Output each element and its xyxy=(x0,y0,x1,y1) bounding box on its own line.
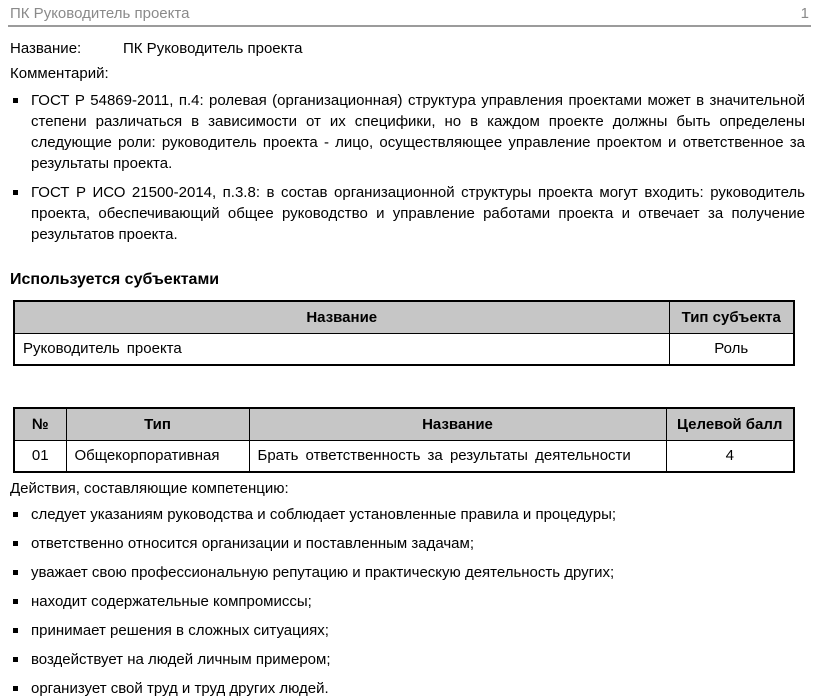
column-header: Целевой балл xyxy=(666,408,794,440)
comment-text: ГОСТ Р 54869-2011, п.4: ролевая (организационная) структура управления проектами может в значительной степени различаться в зависимости от их специфики, но в каждом проекте должны быть определены следующие роли: руководитель проекта - лицо, осуществляющее управление проектом и ответственное за результаты проекта. xyxy=(31,92,805,172)
column-header: Название xyxy=(14,301,669,333)
table-header-row xyxy=(14,408,794,440)
bullet-square-icon xyxy=(13,628,18,633)
table-cell-target-score: 4 xyxy=(666,440,794,472)
list-item xyxy=(13,591,805,612)
list-item xyxy=(13,504,805,525)
table-cell-name: Руководитель проекта xyxy=(14,333,669,365)
bullet-square-icon xyxy=(13,98,18,103)
name-field-label: Название: xyxy=(10,40,82,57)
table-header-row xyxy=(14,301,794,333)
bullet-square-icon xyxy=(13,190,18,195)
column-header: Тип субъекта xyxy=(669,301,794,333)
bullet-square-icon xyxy=(13,570,18,575)
competencies-table xyxy=(13,407,795,473)
bullet-square-icon xyxy=(13,599,18,604)
actions-label: Действия, составляющие компетенцию: xyxy=(10,480,289,497)
list-item xyxy=(13,649,805,670)
list-item xyxy=(13,182,805,245)
name-field-value: ПК Руководитель проекта xyxy=(123,40,303,57)
running-header xyxy=(8,0,811,27)
list-item xyxy=(13,533,805,554)
action-text: ответственно относится организации и поставленным задачам; xyxy=(31,535,474,552)
name-field-row xyxy=(10,40,809,57)
action-text: принимает решения в сложных ситуациях; xyxy=(31,622,329,639)
list-item xyxy=(13,678,805,699)
comment-list xyxy=(13,90,805,245)
list-item xyxy=(13,562,805,583)
comment-label: Комментарий: xyxy=(10,65,109,82)
actions-list xyxy=(13,504,805,699)
column-header: № xyxy=(14,408,66,440)
subjects-table xyxy=(13,300,795,366)
action-text: уважает свою профессиональную репутацию и практическую деятельность других; xyxy=(31,564,615,581)
table-cell-number: 01 xyxy=(14,440,66,472)
action-text: организует свой труд и труд других людей. xyxy=(31,680,329,697)
bullet-square-icon xyxy=(13,512,18,517)
column-header: Тип xyxy=(66,408,249,440)
running-header-title: ПК Руководитель проекта xyxy=(10,5,190,22)
action-text: следует указаниям руководства и соблюдает установленные правила и процедуры; xyxy=(31,506,617,523)
comment-text: ГОСТ Р ИСО 21500-2014, п.3.8: в состав организационной структуры проекта могут входить: руководитель проекта, обеспечивающий общее руководство и управление работами проекта и отвечает за получение результатов проекта. xyxy=(31,184,805,243)
column-header: Название xyxy=(249,408,666,440)
page-number: 1 xyxy=(800,5,809,22)
table-cell-subject-type: Роль xyxy=(669,333,794,365)
action-text: находит содержательные компромиссы; xyxy=(31,593,312,610)
subjects-heading: Используется субъектами xyxy=(10,271,220,288)
bullet-square-icon xyxy=(13,541,18,546)
table-row xyxy=(14,333,794,365)
action-text: воздействует на людей личным примером; xyxy=(31,651,331,668)
table-cell-name: Брать ответственность за результаты деятельности xyxy=(249,440,666,472)
table-cell-type: Общекорпоративная xyxy=(66,440,249,472)
list-item xyxy=(13,620,805,641)
list-item xyxy=(13,90,805,174)
bullet-square-icon xyxy=(13,686,18,691)
bullet-square-icon xyxy=(13,657,18,662)
table-row xyxy=(14,440,794,472)
